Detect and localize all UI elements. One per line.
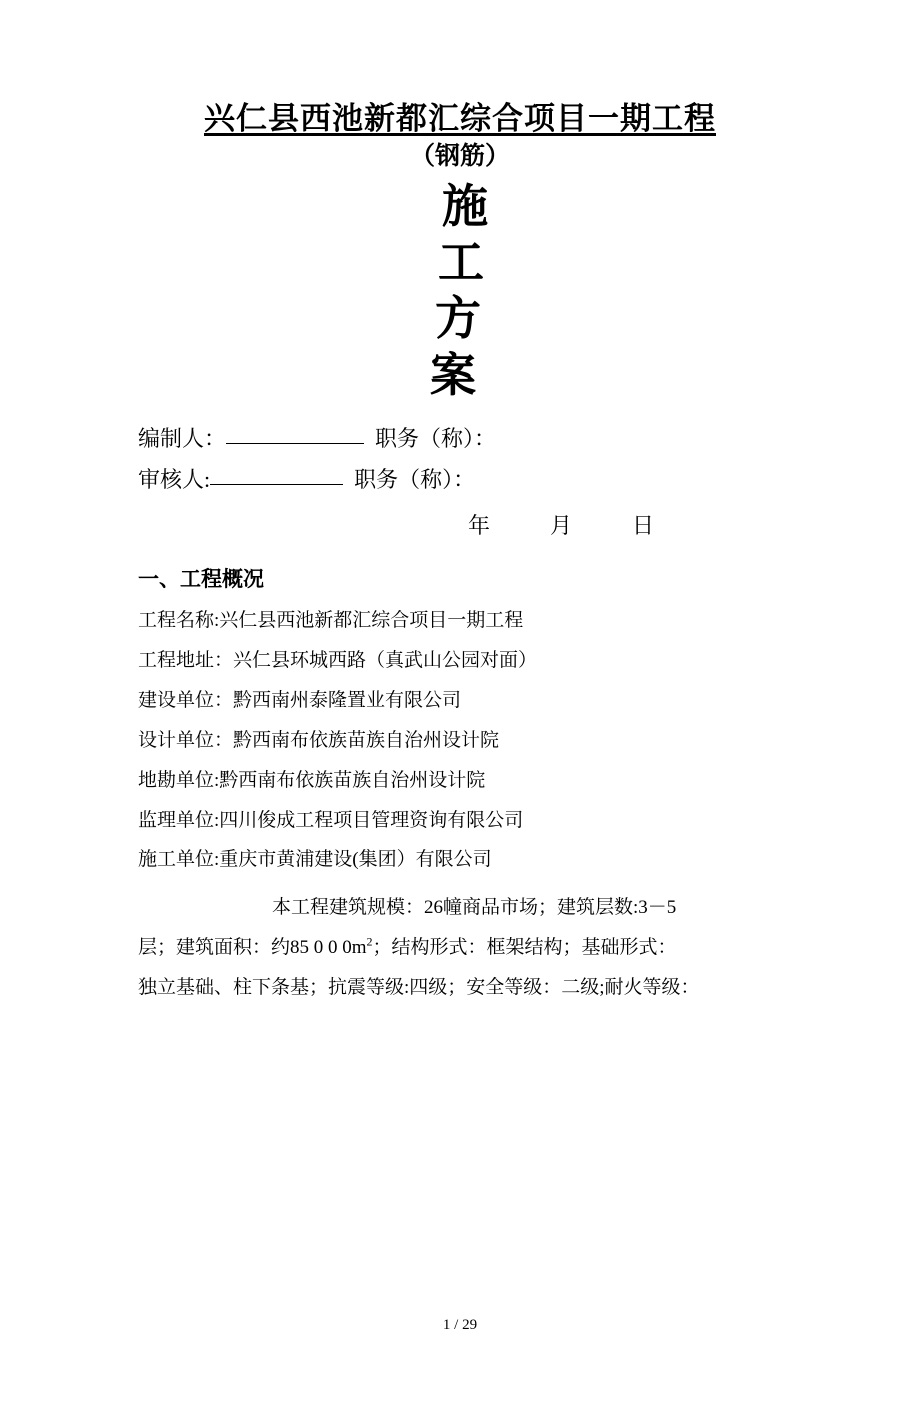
date-month: 月 [550, 513, 573, 539]
big-char-1: 施 [442, 181, 488, 233]
big-char-3: 方 [435, 293, 481, 345]
info-line: 地勘单位:黔西南布依族苗族自治州设计院 [138, 769, 486, 791]
project-scale-paragraph [138, 888, 782, 1008]
paragraph-line-2a: 层；建筑面积：约85 0 0 0 [138, 937, 352, 959]
author-label: 编制人： [138, 425, 227, 451]
info-line: 监理单位:四川俊成工程项目管理资询有限公司 [138, 809, 524, 831]
project-info-list [138, 601, 782, 880]
date-day: 日 [632, 513, 655, 539]
section-heading: 一、工程概况 [138, 568, 264, 592]
unit-square-meter: m [351, 937, 367, 959]
page-title: 兴仁县西池新都汇综合项目一期工程 [204, 101, 716, 136]
document-page [0, 100, 920, 1402]
big-char-4: 案 [430, 349, 476, 401]
paragraph-lead: 本工程建筑规模：26幢商品市场；建筑层数:3－5 [272, 897, 677, 919]
info-line: 工程名称:兴仁县西池新都汇综合项目一期工程 [138, 610, 524, 632]
paragraph-line-3: 独立基础、柱下条基；抗震等级:四级；安全等级：二级;耐火等级： [138, 977, 700, 999]
info-line: 施工单位:重庆市黄浦建设(集团）有限公司 [138, 849, 492, 871]
date-year: 年 [468, 513, 491, 539]
big-title-characters [138, 179, 782, 403]
author-blank-line [226, 442, 364, 444]
reviewer-blank-line [210, 483, 343, 485]
reviewer-role-label: 职务（称）： [354, 467, 476, 493]
paragraph-line-2b: ；结构形式：框架结构；基础形式： [372, 937, 677, 959]
info-line: 工程地址：兴仁县环城西路（真武山公园对面） [138, 649, 538, 671]
date-row [138, 505, 782, 547]
page-footer: 1 / 29 [442, 1317, 478, 1333]
author-row [138, 418, 782, 460]
big-char-2: 工 [438, 237, 484, 289]
unit-exponent: 2 [366, 934, 373, 949]
paragraph-line-2 [138, 928, 782, 968]
info-line: 设计单位：黔西南布依族苗族自治州设计院 [138, 729, 500, 751]
author-role-label: 职务（称）： [375, 425, 497, 451]
info-line: 建设单位：黔西南州泰隆置业有限公司 [138, 689, 462, 711]
reviewer-label: 审核人: [138, 467, 211, 493]
page-subtitle: （钢筋） [409, 142, 510, 170]
signature-block [138, 418, 782, 547]
reviewer-row [138, 459, 782, 501]
